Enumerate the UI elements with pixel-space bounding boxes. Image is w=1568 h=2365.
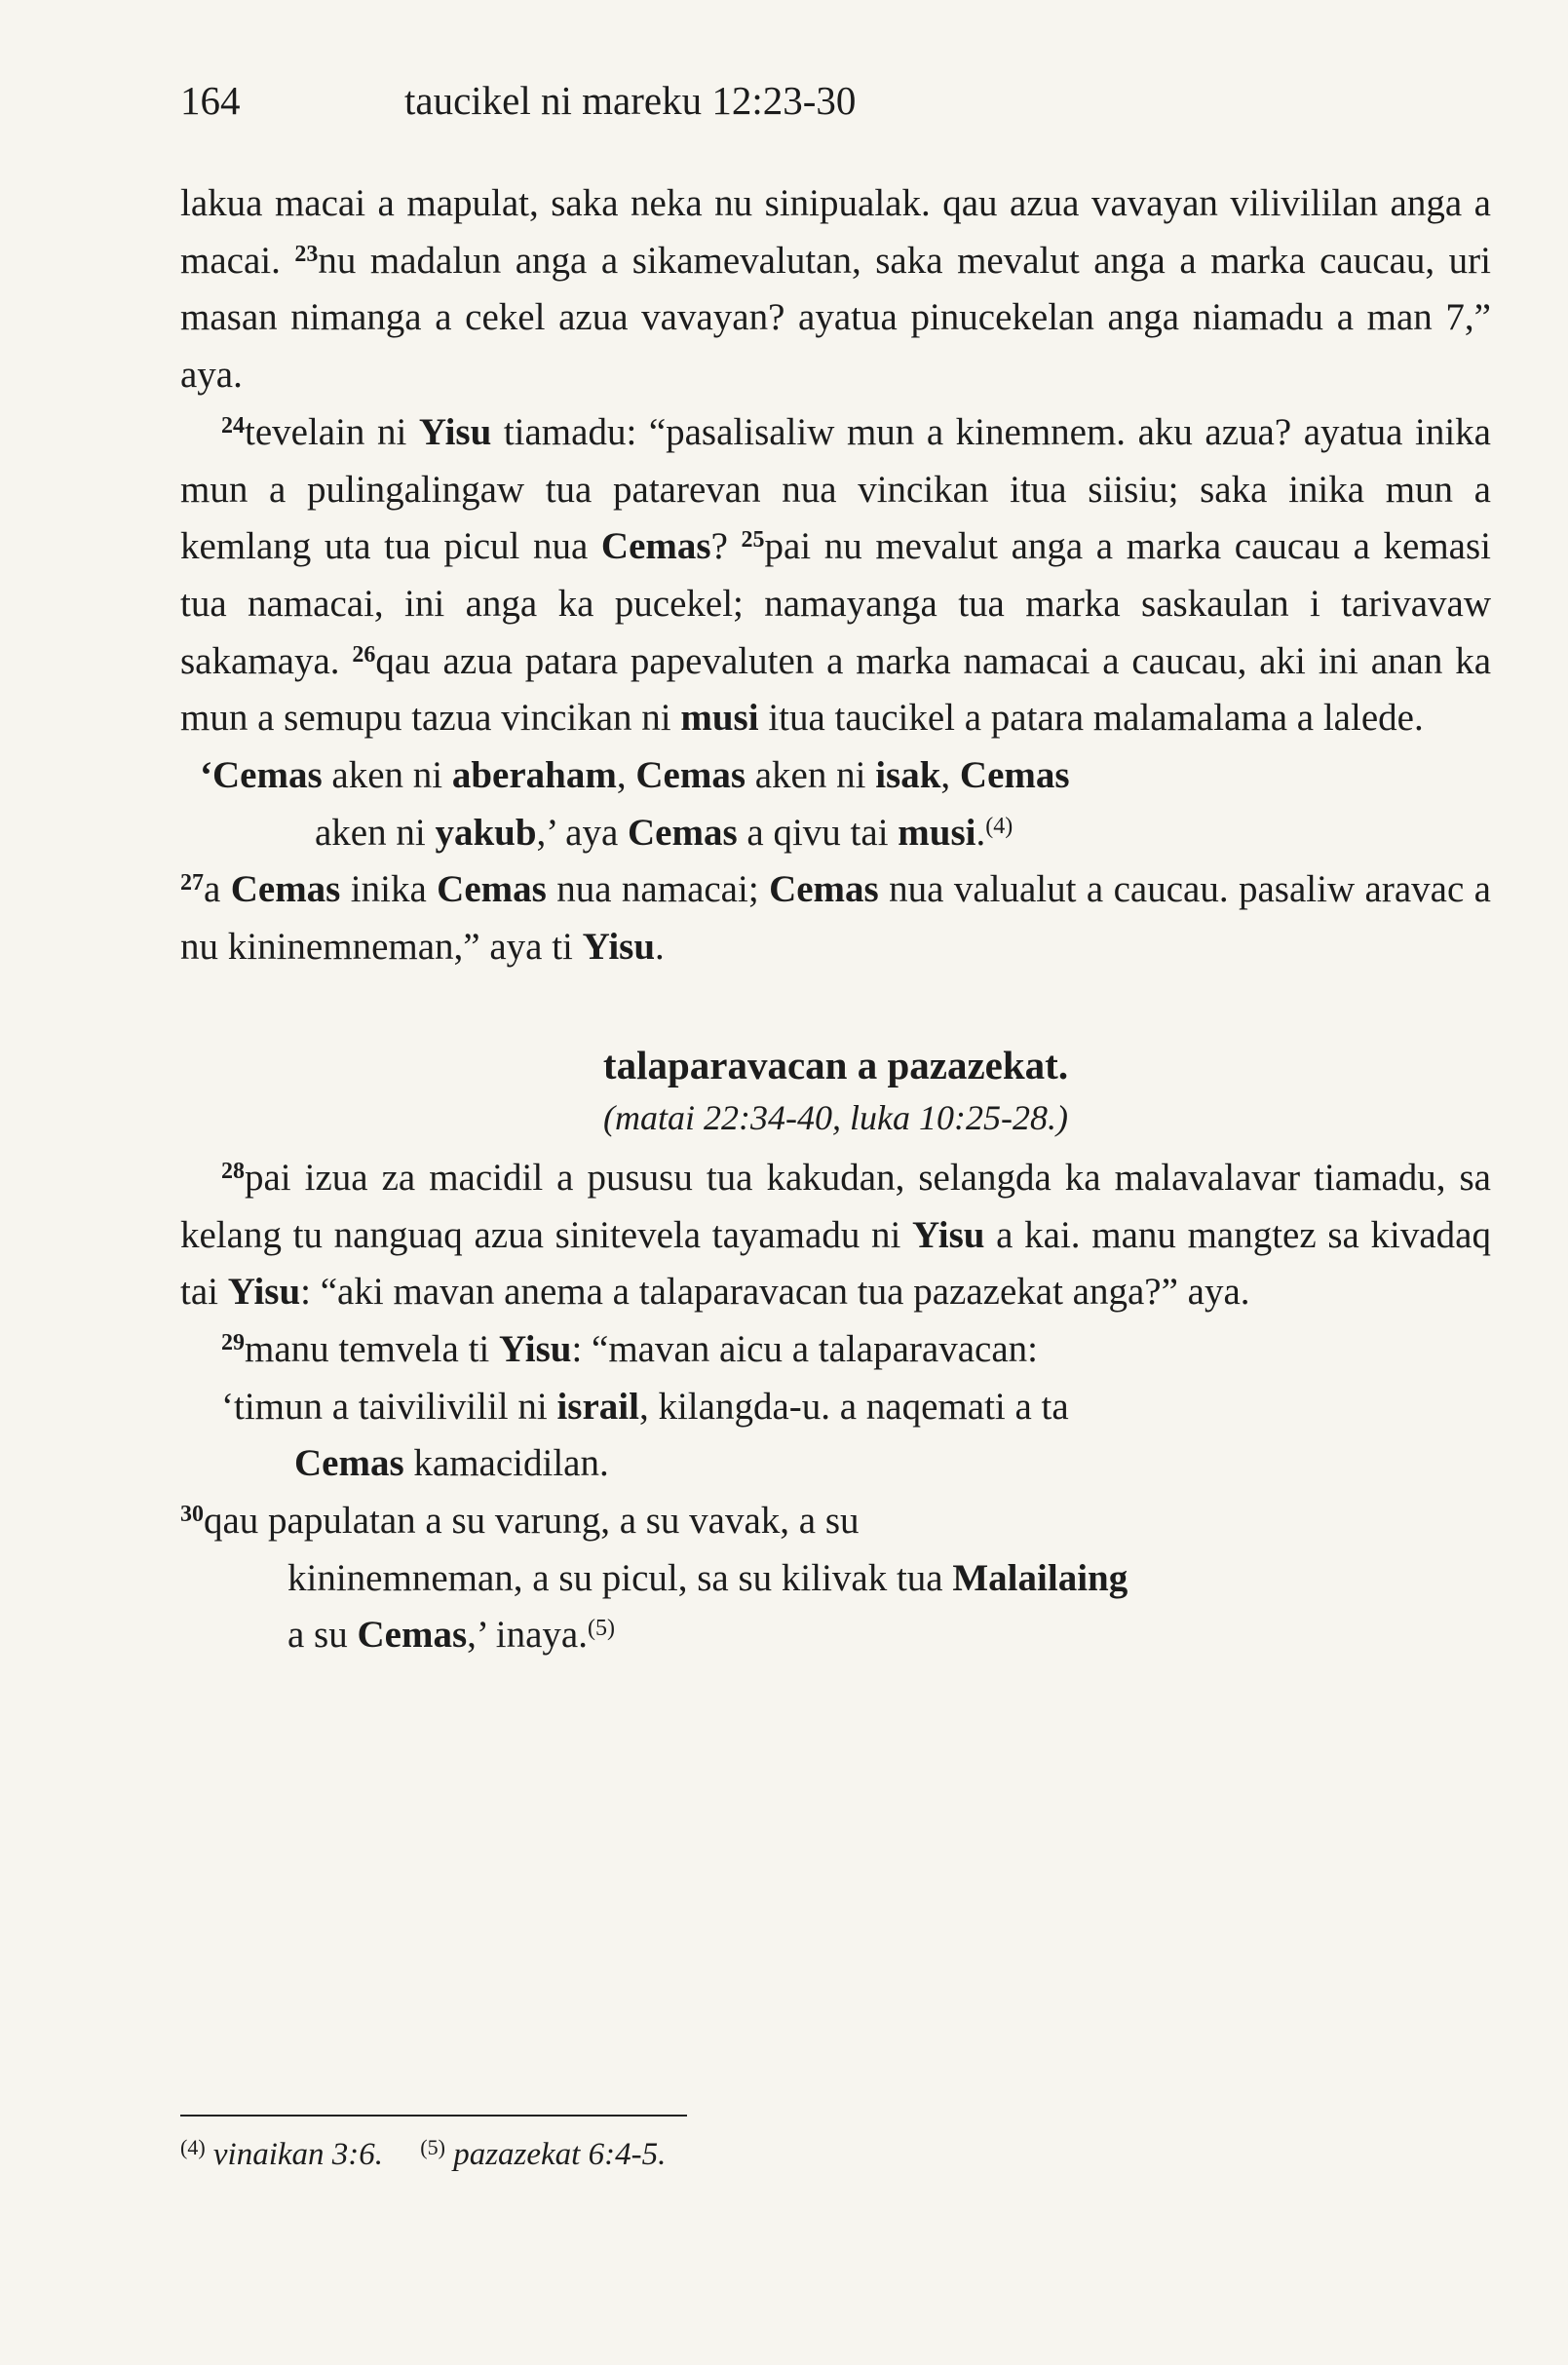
paragraph-4: $^{28}$pai izua za macidil a pususu tua kakudan, selangda ka malavalavar tiamadu, sa kelang tu nanguaq azua sinitevela tayamadu ni Yisu a kai. manu mangtez sa kivadaq tai Yisu: “aki mavan anema a talaparavacan tua pazazekat anga?” aya. [180,1156,1491,1314]
footnote-marker: (4) [985,813,1013,839]
paragraph-5: $^{29}$manu temvela ti Yisu: “mavan aicu a talaparavacan: [221,1327,1038,1370]
main-text [180,175,1491,1664]
quotation: ‘Cemas aken ni aberaham, Cemas aken ni isak, Cemas aken ni yakub,’ aya Cemas a qivu tai musi.$^{(4)}$ [200,754,1070,854]
section-title: talaparavacan a pazazekat. [602,1042,1069,1087]
footnote-marker: (5) [587,1616,615,1642]
verse-number: 30 [180,1502,204,1528]
footnotes [180,2126,1350,2176]
footnote-reference: vinaikan 3:6. [212,2137,384,2172]
poetry-block-30: $^{30}$qau papulatan a su varung, a su vavak, a su kininemneman, a su picul, sa su kilivak tua Malailaing a su Cemas,’ inaya.$^{(5)}$ [180,1500,1128,1657]
verse-number: 24 [221,412,245,439]
verse-number: 23 [294,241,319,267]
running-head [180,76,1165,125]
footnote-divider [180,2115,687,2117]
chapter-title: taucikel ni mareku 12:23-30 [404,78,857,123]
poetry-block: ‘timun a taivilivilil ni israil, kilangda-u. a naqemati a ta Cemas kamacidilan. [221,1385,1069,1485]
page-number: 164 [180,78,241,123]
verse-number: 25 [741,527,765,553]
verse-number: 29 [221,1329,245,1355]
paragraph-2: $^{24}$tevelain ni Yisu tiamadu: “pasalisaliw mun a kinemnem. aku azua? ayatua inika mun a pulingalingaw tua patarevan nua vincikan itua siisiu; saka inika mun a kemlang uta tua picul nua Cemas? $^{25}$pai nu mevalut anga a marka caucau a kemasi tua namacai, ini anga ka pucekel; namayanga tua marka saskaulan i tarivavaw sakamaya. $^{26}$qau azua patara papevaluten a marka namacai a caucau, aki ini anan ka mun a semupu tazua vincikan ni musi itua taucikel a patara malamalama a lalede. [180,410,1492,740]
footnote-mark: (4) [180,2135,206,2159]
footnote-reference: pazazekat 6:4-5. [453,2137,667,2172]
verse-number: 28 [221,1158,245,1184]
paragraph-1: lakua macai a mapulat, saka neka nu sinipualak. qau azua vavayan vilivililan anga a macai. $^{23}$nu madalun anga a sikamevalutan, saka mevalut anga a marka caucau, uri masan nimanga a cekel azua vavayan? ayatua pinucekelan anga niamadu a man 7,” aya. [180,182,1492,397]
paragraph-3: $^{27}$a Cemas inika Cemas nua namacai; Cemas nua valualut a caucau. pasaliw aravac a nu kininemneman,” aya ti Yisu. [180,868,1491,969]
verse-number: 27 [180,870,204,896]
verse-number: 26 [352,641,376,668]
footnote-mark: (5) [420,2135,445,2159]
section-reference: (matai 22:34-40, luka 10:25-28.) [603,1097,1068,1137]
